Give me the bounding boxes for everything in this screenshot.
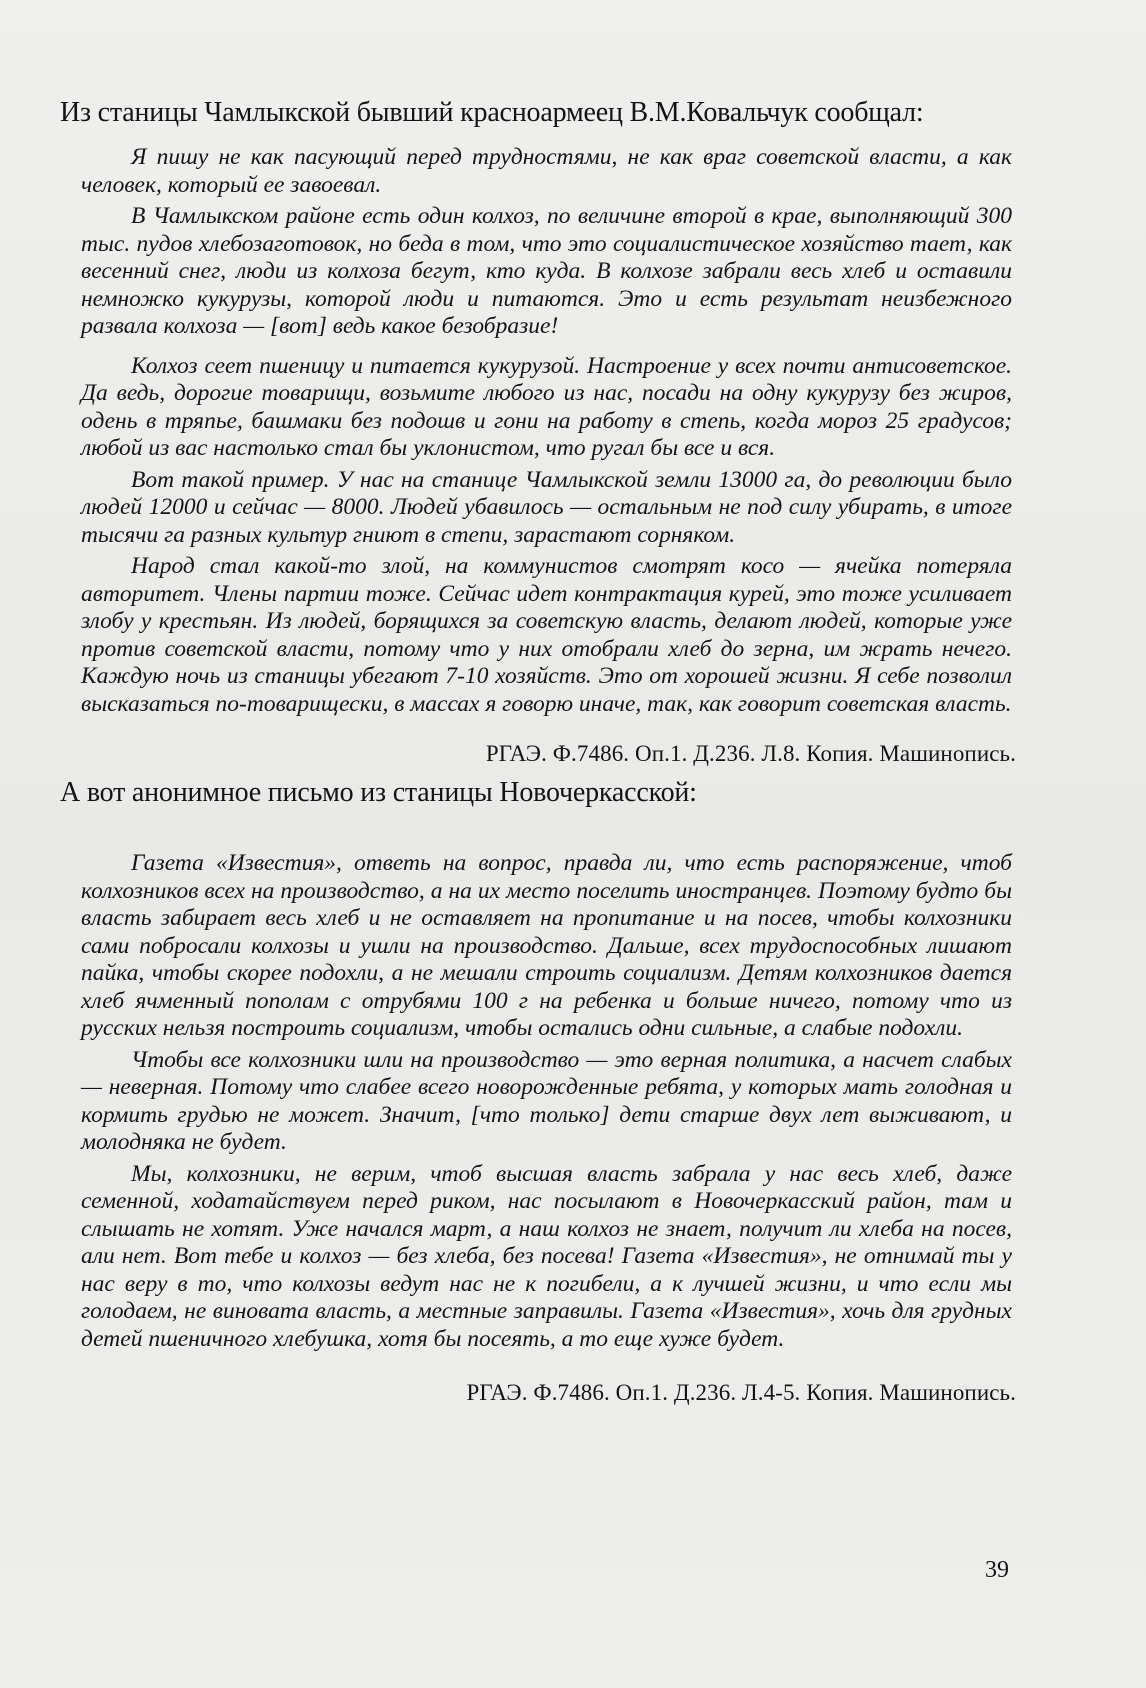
letter-2-paragraph: Чтобы все колхозники шли на производство — это верная политика, а насчет слабых — неверная. Потому что слабее всего новорожденные ребята, у которых мать голодная и кормить грудью не может. Значит, [что только] дети старше двух лет выживают, и молодняка не будет. <box>81 1046 1012 1155</box>
page-content <box>60 96 1060 1407</box>
letter-1-paragraph: Я пишу не как пасующий перед трудностями, не как враг советской власти, а как человек, который ее завоевал. <box>81 144 1012 198</box>
letter-1-paragraph: Народ стал какой-то злой, на коммунистов смотрят косо — ячейка потеряла авторитет. Члены партии тоже. Сейчас идет контрактация курей, это тоже усиливает злобу у крестьян. Из людей, борящихся за советскую власть, делают людей, которые уже против советской власти, потому что у них отобрали хлеб до зерна, им жрать нечего. Каждую ночь из станицы убегают 7-10 хозяйств. Это от хорошей жизни. Я себе позволил высказаться по-товарищески, в массах я говорю иначе, так, как говорит советская власть. <box>81 553 1012 717</box>
archive-source-2: РГАЭ. Ф.7486. Оп.1. Д.236. Л.4-5. Копия. Машинопись. <box>466 1380 1016 1405</box>
letter-2-paragraph: Мы, колхозники, не верим, чтоб высшая власть забрала у нас весь хлеб, даже семенной, ходатайствуем перед риком, нас посылают в Новочеркасский район, там и слышать не хотят. Уже начался март, а наш колхоз не знает, получит ли хлеба на посев, али нет. Вот тебе и колхоз — без хлеба, без посева! Газета «Известия», не отнимай ты у нас веру в то, что колхозы ведут нас не к погибели, а к лучшей жизни, и что если мы голодаем, не виновата власть, а местные заправилы. Газета «Известия», хочь для грудных детей пшеничного хлебушка, хотя бы посеять, а то еще хуже будет. <box>81 1160 1012 1352</box>
letter-1-paragraph: В Чамлыкском районе есть один колхоз, по величине второй в крае, выполняющий 300 тыс. пудов хлебозаготовок, но беда в том, что это социалистическое хозяйство тает, как весенний снег, люди из колхоза бегут, кто куда. В колхозе забрали весь хлеб и оставили немножко кукурузы, которой люди и питаются. Это и есть результат неизбежного развала колхоза — [вот] ведь какое безобразие! <box>81 203 1012 339</box>
page-number: 39 <box>985 1557 1009 1583</box>
letter-2-paragraph: Газета «Известия», ответь на вопрос, правда ли, что есть распоряжение, чтоб колхозников всех на производство, а на их место поселить иностранцев. Поэтому будто бы власть забирает весь хлеб и не оставляет на пропитание и на посев, чтобы колхозники сами побросали колхозы и ушли на производство. Дальше, всех трудоспособных лишают пайка, чтобы скорее подохли, а не мешали строить социализм. Детям колхозников дается хлеб ячменный пополам с отрубями 100 г на ребенка и больше ничего, потому что из русских нельзя построить социализм, чтобы остались одни сильные, а слабые подохли. <box>81 850 1012 1041</box>
letter-1-paragraph: Колхоз сеет пшеницу и питается кукурузой. Настроение у всех почти антисоветское. Да ведь, дорогие товарищи, возьмите любого из нас, посади на одну кукурузу без жиров, одень в тряпье, башмаки без подошв и гони на работу в степь, когда мороз 25 градусов; любой из вас настолько стал бы уклонистом, что ругал бы все и вся. <box>81 352 1012 461</box>
letter-1-paragraph: Вот такой пример. У нас на станице Чамлыкской земли 13000 га, до революции было людей 12000 и сейчас — 8000. Людей убавилось — остальным не под силу убирать, в итоге тысячи га разных культур гниют в степи, зарастают сорняком. <box>81 466 1012 548</box>
archive-source-1: РГАЭ. Ф.7486. Оп.1. Д.236. Л.8. Копия. Машинопись. <box>485 741 1016 766</box>
quoted-letter-2 <box>60 850 1060 1353</box>
quoted-letter-1 <box>60 144 1060 718</box>
intro-text-1: Из станицы Чамлыкской бывший красноармеец В.М.Ковальчук сообщал: <box>60 97 924 128</box>
intro-text-2: А вот анонимное письмо из станицы Новочеркасской: <box>60 777 697 808</box>
